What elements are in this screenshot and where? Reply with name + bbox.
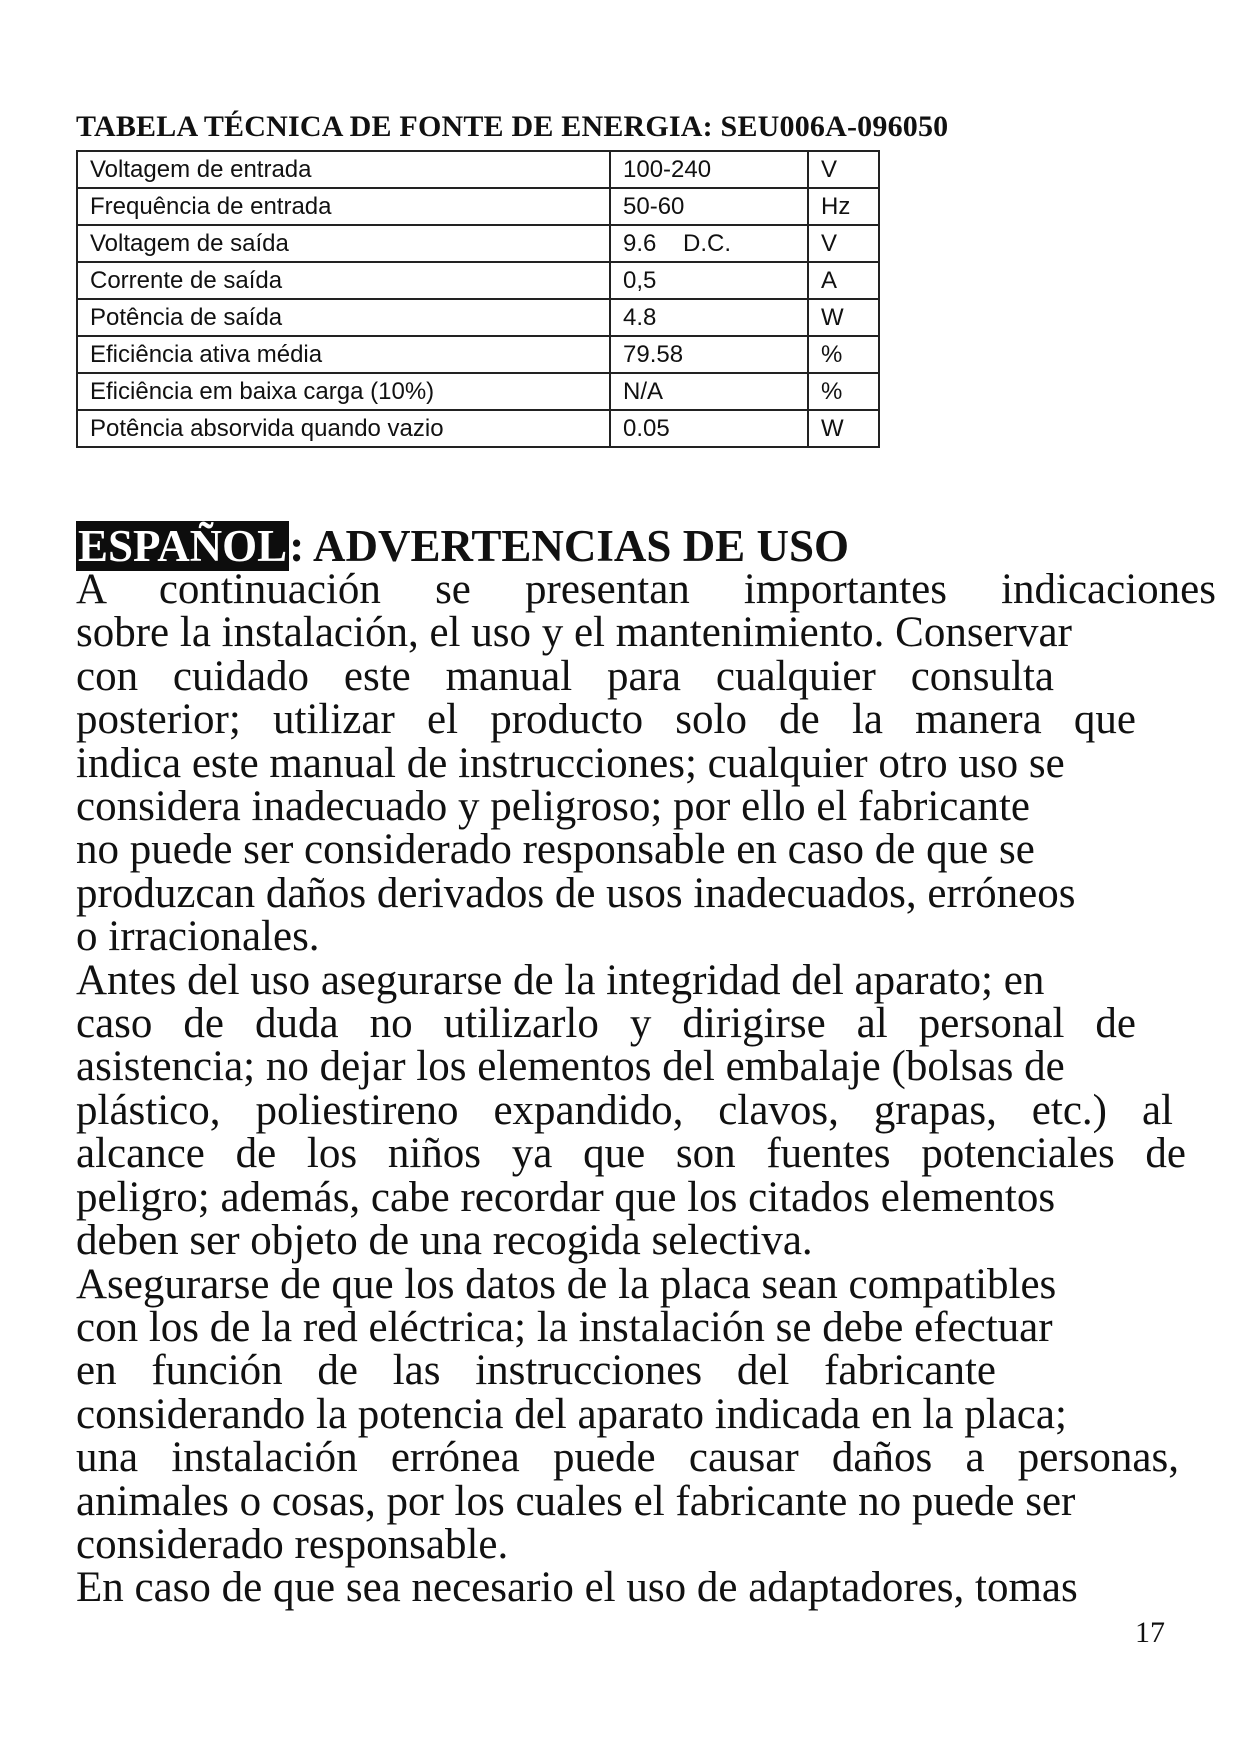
spec-value: 100-240 — [610, 151, 808, 188]
spec-value: 0.05 — [610, 410, 808, 447]
spec-unit: W — [808, 299, 879, 336]
body-line: no puede ser considerado responsable en caso de que se — [76, 826, 1035, 874]
section-title: : ADVERTENCIAS DE USO — [289, 521, 849, 571]
table-row — [77, 188, 879, 225]
spec-value: 79.58 — [610, 336, 808, 373]
spec-label: Voltagem de entrada — [77, 151, 610, 188]
spec-value: 0,5 — [610, 262, 808, 299]
table-title: TABELA TÉCNICA DE FONTE DE ENERGIA: SEU006A-096050 — [76, 110, 949, 143]
spec-label: Voltagem de saída — [77, 225, 610, 262]
spec-value: 50-60 — [610, 188, 808, 225]
body-line: con los de la red eléctrica; la instalación se debe efectuar — [76, 1303, 1053, 1351]
body-line: considera inadecuado y peligroso; por ello el fabricante — [76, 783, 1030, 831]
spec-unit: V — [808, 225, 879, 262]
spec-unit: A — [808, 262, 879, 299]
spec-label: Eficiência ativa média — [77, 336, 610, 373]
body-line: alcance de los niños ya que son fuentes potenciales de — [76, 1130, 1186, 1178]
body-line: asistencia; no dejar los elementos del embalaje (bolsas de — [76, 1043, 1065, 1091]
spec-label: Eficiência em baixa carga (10%) — [77, 373, 610, 410]
body-line: A continuación se presentan importantes indicaciones — [76, 566, 1216, 613]
table-row — [77, 336, 879, 373]
body-line: indica este manual de instrucciones; cualquier otro uso se — [76, 739, 1065, 787]
body-line: plástico, poliestireno expandido, clavos, grapas, etc.) al — [76, 1086, 1173, 1134]
spec-unit: Hz — [808, 188, 879, 225]
body-line: deben ser objeto de una recogida selectiva. — [76, 1217, 813, 1265]
body-line: caso de duda no utilizarlo y dirigirse al personal de — [76, 1000, 1136, 1048]
section-heading — [76, 520, 849, 572]
spec-unit: % — [808, 336, 879, 373]
spec-unit: W — [808, 410, 879, 447]
spec-label: Potência de saída — [77, 299, 610, 336]
spec-value: 9.6 D.C. — [610, 225, 808, 262]
body-line: Asegurarse de que los datos de la placa sean compatibles — [76, 1260, 1057, 1308]
spec-label: Frequência de entrada — [77, 188, 610, 225]
warnings-body — [76, 568, 1216, 1610]
body-line: peligro; además, cabe recordar que los citados elementos — [76, 1173, 1056, 1221]
body-line: posterior; utilizar el producto solo de la manera que — [76, 696, 1136, 744]
body-line: sobre la instalación, el uso y el mantenimiento. Conservar — [76, 609, 1072, 657]
table-row — [77, 225, 879, 262]
language-label: ESPAÑOL — [78, 521, 288, 571]
body-line: o irracionales. — [76, 913, 320, 961]
body-line: animales o cosas, por los cuales el fabricante no puede ser — [76, 1477, 1076, 1525]
body-line: considerando la potencia del aparato indicada en la placa; — [76, 1390, 1067, 1438]
spec-label: Corrente de saída — [77, 262, 610, 299]
body-line: con cuidado este manual para cualquier consulta — [76, 652, 1054, 700]
spec-unit: % — [808, 373, 879, 410]
body-line: una instalación errónea puede causar daños a personas, — [76, 1434, 1179, 1482]
spec-unit: V — [808, 151, 879, 188]
table-row — [77, 262, 879, 299]
table-row — [77, 151, 879, 188]
body-line: en función de las instrucciones del fabricante — [76, 1347, 996, 1395]
spec-value: N/A — [610, 373, 808, 410]
body-line: En caso de que sea necesario el uso de adaptadores, tomas — [76, 1564, 1078, 1612]
table-row — [77, 410, 879, 447]
body-line: considerado responsable. — [76, 1520, 509, 1568]
table-row — [77, 373, 879, 410]
body-line: Antes del uso asegurarse de la integridad del aparato; en — [76, 956, 1045, 1004]
spec-value: 4.8 — [610, 299, 808, 336]
spec-table — [76, 150, 880, 448]
body-line: produzcan daños derivados de usos inadecuados, erróneos — [76, 869, 1076, 917]
table-row — [77, 299, 879, 336]
spec-label: Potência absorvida quando vazio — [77, 410, 610, 447]
page-number: 17 — [1135, 1616, 1165, 1649]
